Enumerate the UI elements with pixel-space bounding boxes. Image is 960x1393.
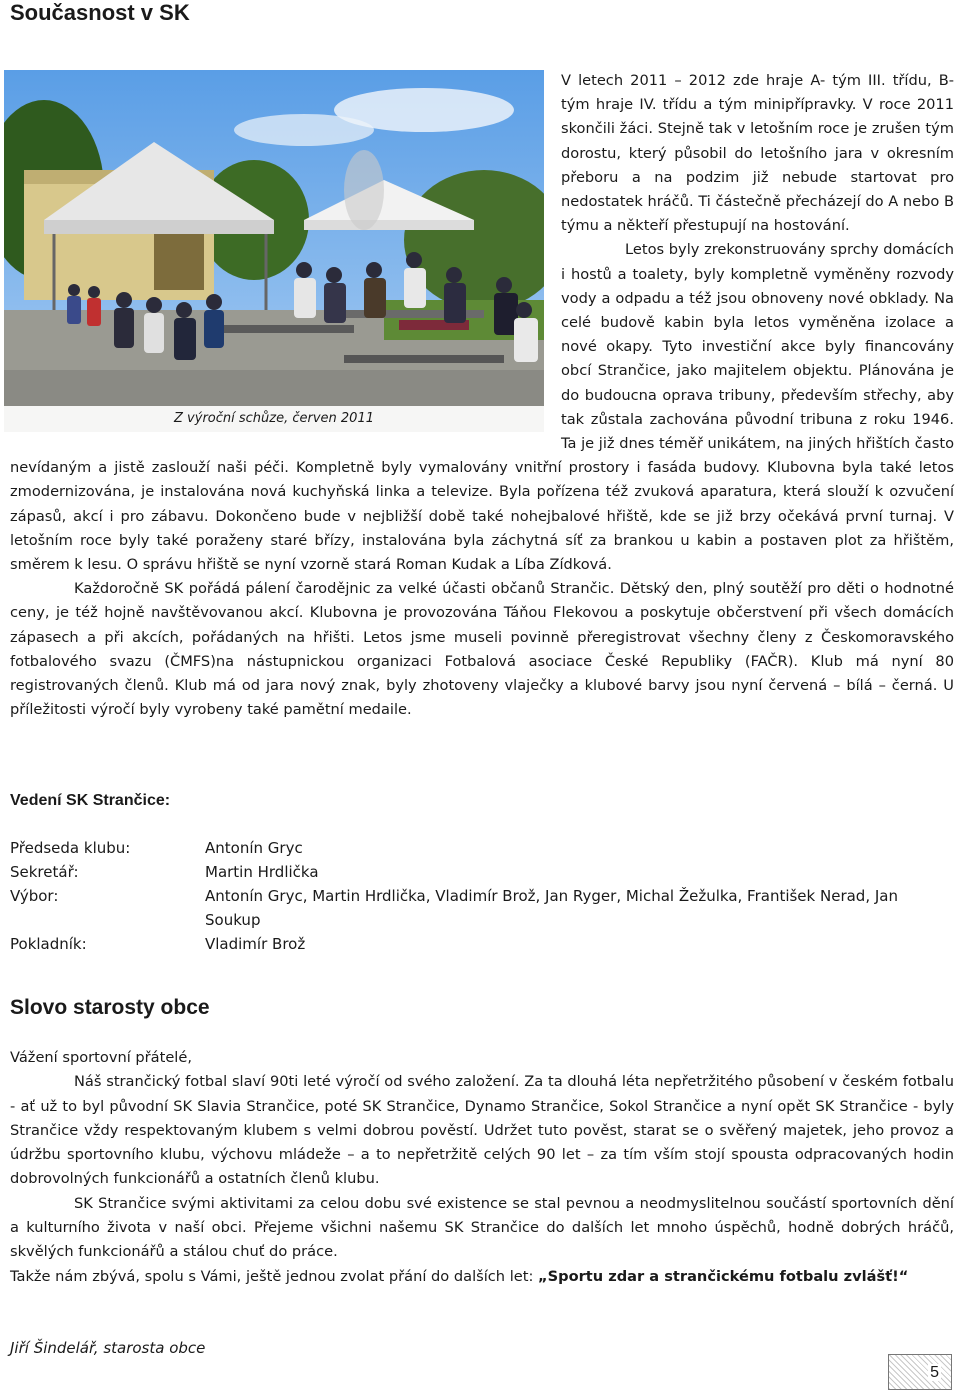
leadership-value: Antonín Gryc, Martin Hrdlička, Vladimír Brož, Jan Ryger, Michal Žežulka, František Nerad, Jan Soukup [205,887,898,929]
page-number-box [888,1354,952,1390]
leadership-row [10,860,954,884]
intro-paragraph-3: Každoročně SK pořádá pálení čarodějnic za velké účasti občanů Strančic. Dětský den, plný soutěží pro děti o hodnotné ceny, je též hojně navštěvovanou akcí. Klubovna je provozována Táňou Flekovou a poskytuje občerstvení při všech domácích zápasech a při akcích, pořádaných na hřišti. Letos jsme museli povinně přeregistrovat všechny členy z Českomoravského fotbalového svazu (ČMFS)na nástupnickou organizaci Fotbalová asociace České Republiky (FAČR). Klub má nyní 80 registrovaných členů. Klub má od jara nový znak, byly zhotoveny vlaječky a klubové barvy jsou nyní červená – bílá – černá. U příležitosti výročí byly vyrobeny také pamětní medaile. [10,580,954,719]
meeting-photo [4,70,544,432]
intro-paragraph-1: V letech 2011 – 2012 zde hraje A- tým III. třídu, B-tým hraje IV. třídu a tým minipřípravky. V roce 2011 skončili žáci. Stejně tak v letošním roce je zrušen tým dorostu, který působil do letošního jara v okresním přeboru a na podzim již nebude startovat pro nedostatek hráčů. Ti částečně přecházejí do A nebo B týmu a někteří přestupují na hostování. [561,72,954,235]
leadership-title: Vedení SK Strančice: [10,792,171,809]
page-heading: Současnost v SK [10,0,190,25]
leadership-label: Výbor: [10,887,59,905]
mayor-section-title: Slovo starosty obce [10,996,210,1019]
mayor-signature: Jiří Šindelář, starosta obce [10,1339,206,1357]
mayor-paragraph-1: Náš strančický fotbal slaví 90ti leté výročí od svého založení. Za ta dlouhá léta nepřetržitého působení v českém fotbalu - ať už to byl původní SK Slavia Strančice, poté SK Strančice, Dynamo Strančice, Sokol Strančice a nyní opět SK Strančice - byly Strančice vždy respektovaným klubem s velmi dobrou pověstí. Udržet tuto pověst, starat se o svěřený majetek, jeho provoz a údržbu sportovního klubu, výchovu mládeže – a to nepřetržitě celých 90 let – za tím vším stojí spousta odpracovaných hodin dobrovolných funkcionářů a ostatních členů klubu. [10,1073,954,1188]
photo-illustration [4,70,544,432]
mayor-closing-wish: „Sportu zdar a strančickému fotbalu zvlášť!“ [538,1267,909,1285]
leadership-row [10,932,954,956]
leadership-label: Sekretář: [10,863,79,881]
leadership-row [10,884,954,932]
page-number: 5 [930,1364,939,1381]
mayor-closing [10,1265,954,1289]
mayor-letter [10,1046,954,1289]
leadership-list [10,836,954,956]
leadership-value: Antonín Gryc [205,839,303,857]
leadership-row [10,836,954,860]
mayor-greeting: Vážení sportovní přátelé, [10,1049,192,1066]
photo-caption: Z výroční schůze, červen 2011 [4,406,544,432]
leadership-label: Předseda klubu: [10,839,131,857]
leadership-label: Pokladník: [10,935,87,953]
mayor-closing-text: Takže nám zbývá, spolu s Vámi, ještě jednou zvolat přání do dalších let: [10,1267,534,1285]
mayor-paragraph-2: SK Strančice svými aktivitami za celou dobu své existence se stal pevnou a neodmyslitelnou součástí sportovních dění a kulturního života v naší obci. Přejeme všichni našemu SK Strančice do dalších let mnoho úspěchů, hodně dobrých hráčů, skvělých funkcionářů a stálou chuť do práce. [10,1194,954,1261]
intro-paragraph-2: Letos byly zrekonstruovány sprchy domácích i hostů a toalety, byly kompletně vyměněny rozvody vody a odpadu a též jsou obnoveny nové obklady. Na celé budově kabin byla letos vyměněna izolace a nové okapy. Tyto investiční akce byly financovány obcí Strančice, jako majitelem objektu. Plánována je do budoucna oprava tribuny, především střechy, aby tak zůstala zachována původní tribuna z roku 1946. Ta je již dnes téměř unikátem, na jiných hřištích často nevídaným a jistě zaslouží naši péči. Kompletně byly vymalovány vnitřní prostory i fasáda budovy. Klubovna byla také letos zmodernizována, je instalována nová kuchyňská linka a televize. Byla pořízena též zvuková aparatura, která slouží k ozvučení zápasů, akcí i pro zábavu. Dokončeno bude v nejbližší době také nohejbalové hřiště, kde se již brzy očekává první turnaj. V letošním roce byly také poraženy staré břízy, instalována byla záchytná síť za brankou u kabin a postaven plot za hřištěm, směrem k lesu. O správu hřiště se nyní vzorně stará Roman Kudak a Líba Zídková. [10,241,954,574]
leadership-value: Vladimír Brož [205,935,306,953]
leadership-value: Martin Hrdlička [205,863,319,881]
